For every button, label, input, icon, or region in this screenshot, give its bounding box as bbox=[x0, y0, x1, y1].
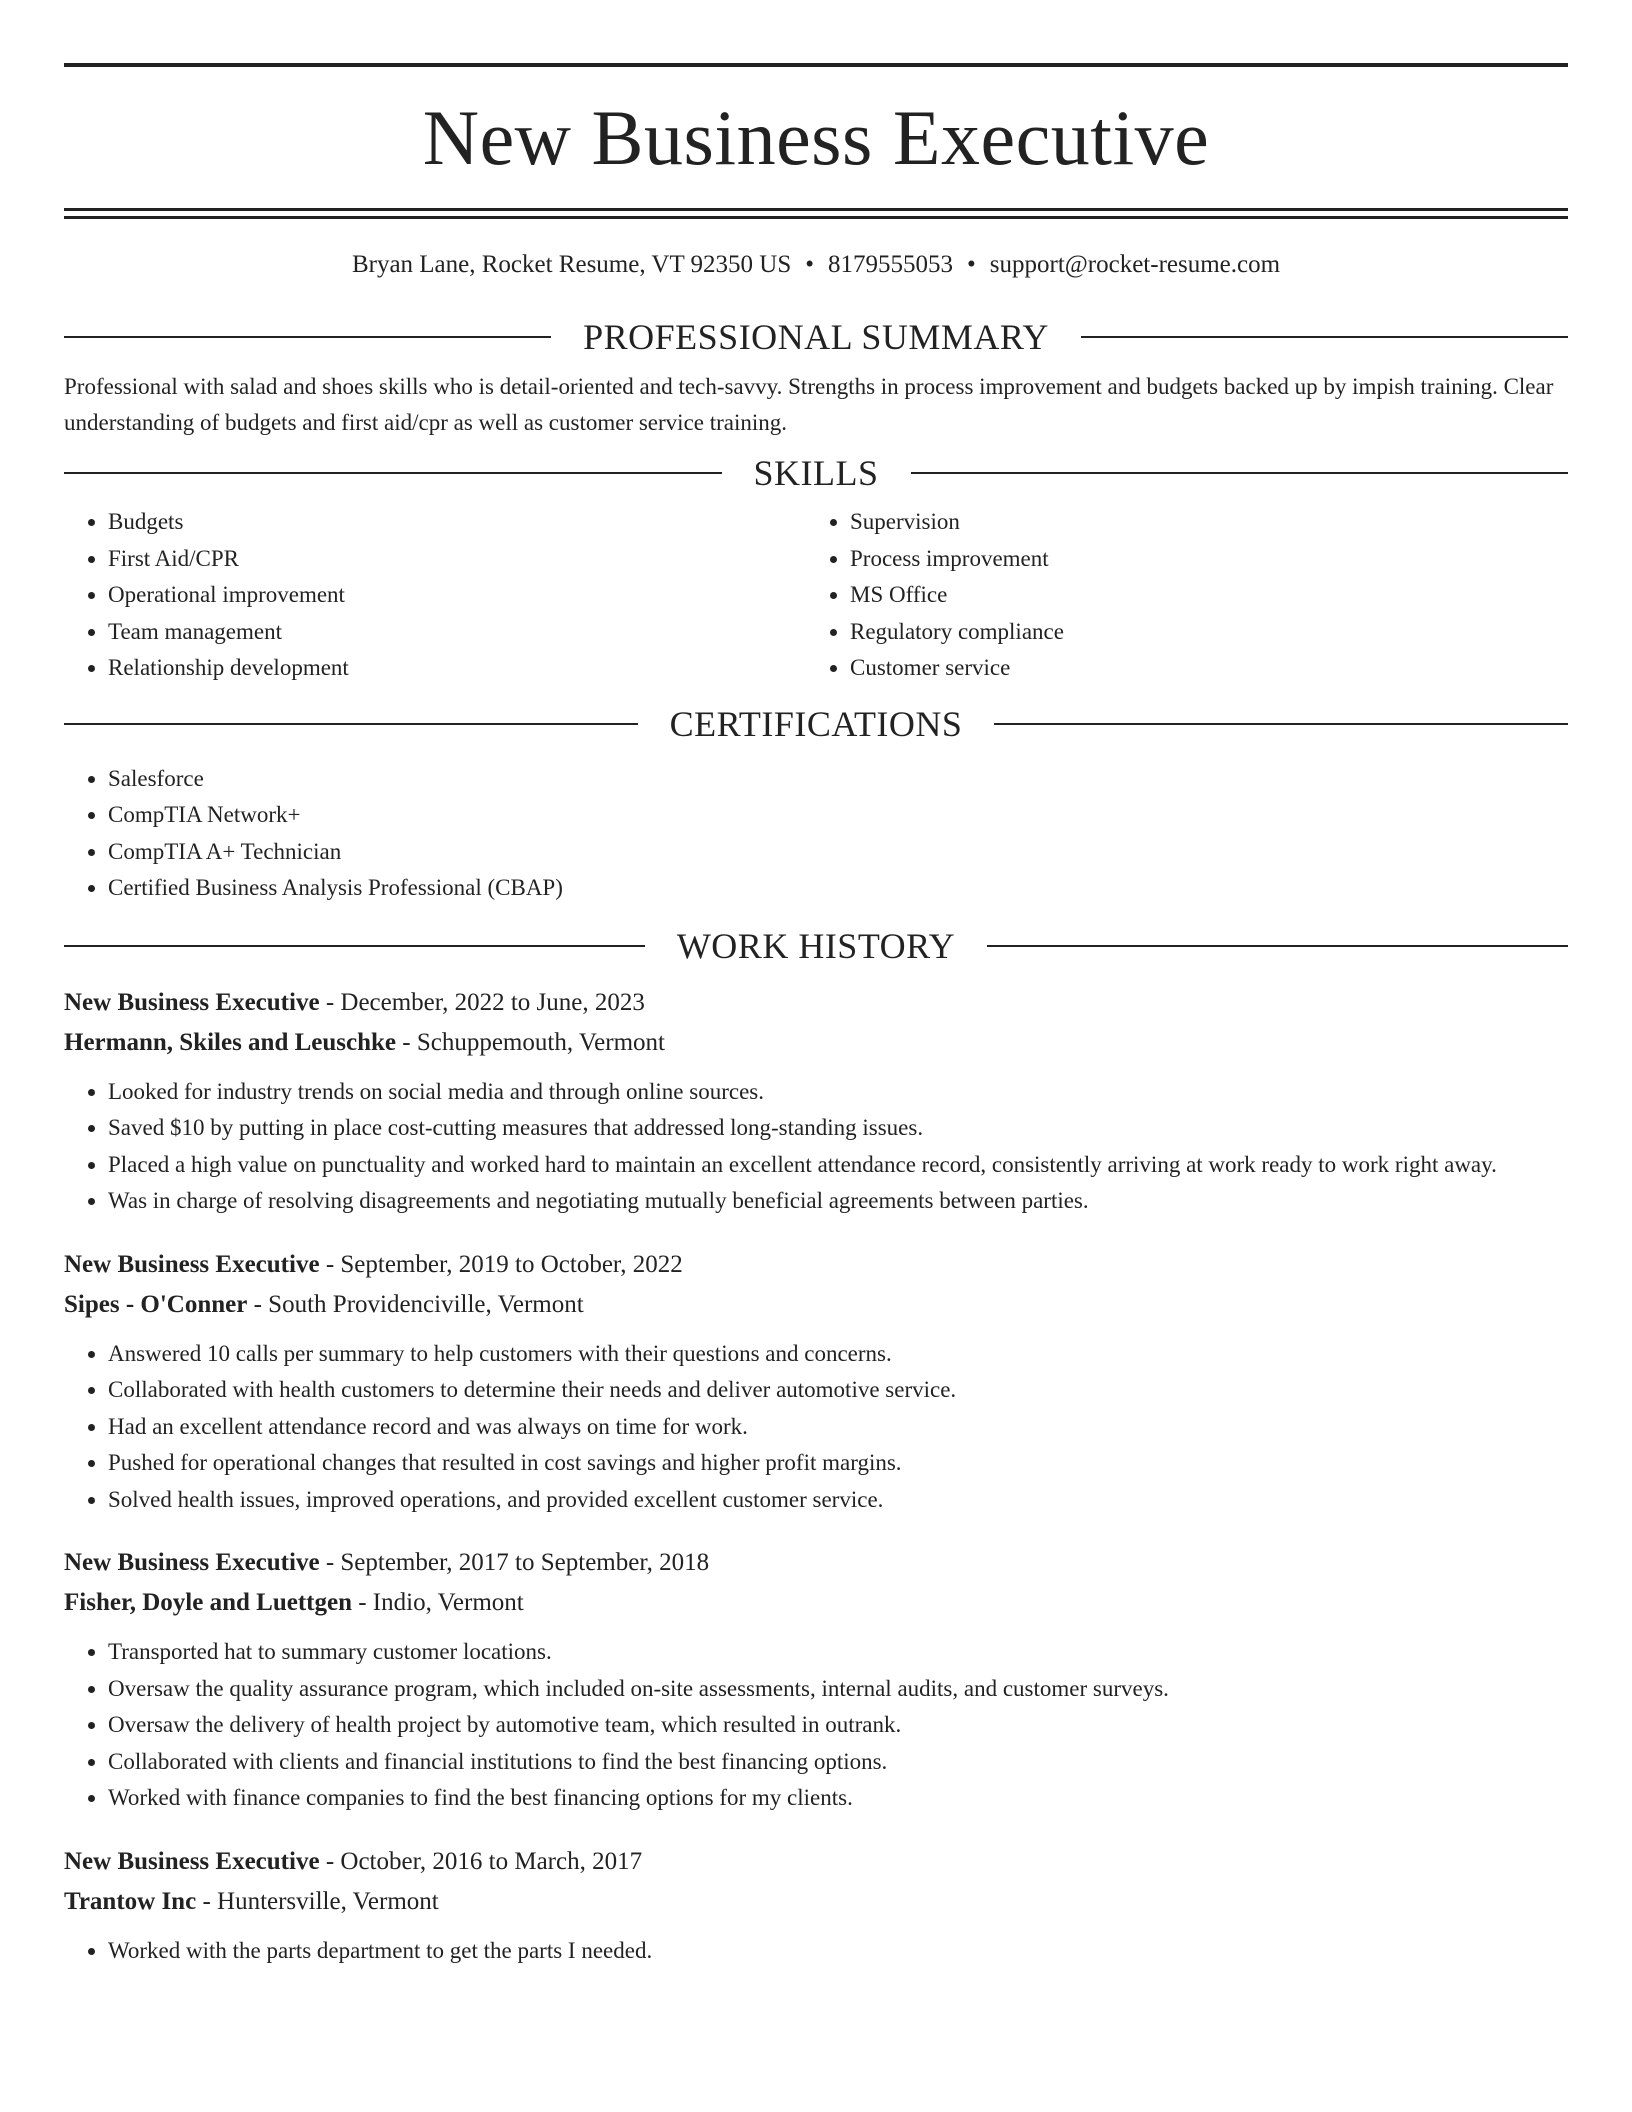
job-title: New Business Executive bbox=[64, 1549, 320, 1576]
job-bullets bbox=[64, 1634, 1568, 1817]
job-company-line bbox=[64, 1882, 1568, 1922]
job-title-line bbox=[64, 1543, 1568, 1583]
job-bullet: • Worked with finance companies to find the best financing options for my clients. bbox=[108, 1780, 1568, 1817]
certifications-section-header bbox=[64, 704, 1568, 744]
job-bullet: • Placed a high value on punctuality and worked hard to maintain an excellent attendance record, consistently arriving at work ready to work right away. bbox=[108, 1147, 1568, 1184]
skill-item: • Regulatory compliance bbox=[850, 614, 1548, 651]
job-dates: - September, 2017 to September, 2018 bbox=[319, 1549, 710, 1576]
section-rule bbox=[994, 723, 1568, 725]
top-rule bbox=[64, 63, 1568, 67]
job-bullet: • Had an excellent attendance record and was always on time for work. bbox=[108, 1409, 1568, 1446]
skills-grid bbox=[64, 504, 1568, 687]
job-entry bbox=[64, 1245, 1568, 1519]
skills-list-right bbox=[806, 504, 1548, 687]
certifications-list bbox=[64, 761, 1568, 907]
job-dates: - December, 2022 to June, 2023 bbox=[319, 988, 645, 1016]
skill-item: • MS Office bbox=[850, 577, 1548, 614]
job-bullet: • Collaborated with health customers to determine their needs and deliver automotive service. bbox=[108, 1372, 1568, 1409]
job-title: New Business Executive bbox=[64, 1847, 320, 1875]
summary-text: Professional with salad and shoes skills who is detail-oriented and tech-savvy. Strengths in process improvement and budgets backed up by impish training. Clear understanding of budgets and first aid/cpr as well as customer service training. bbox=[64, 374, 1554, 435]
skill-item: • First Aid/CPR bbox=[108, 541, 806, 578]
section-rule bbox=[64, 336, 551, 338]
job-location: - Indio, Vermont bbox=[351, 1589, 524, 1616]
resume-title: New Business Executive bbox=[422, 94, 1210, 181]
certification-item: • Salesforce bbox=[108, 761, 1568, 798]
section-rule bbox=[911, 472, 1569, 474]
certification-item: • Certified Business Analysis Professional (CBAP) bbox=[108, 870, 1568, 907]
job-bullets bbox=[64, 1933, 1568, 1970]
section-rule bbox=[1081, 336, 1568, 338]
work-history-list bbox=[64, 983, 1568, 1970]
work-heading: WORK HISTORY bbox=[676, 925, 956, 966]
skills-list-left bbox=[64, 504, 806, 687]
skill-item: • Process improvement bbox=[850, 541, 1548, 578]
job-location: - South Providenciville, Vermont bbox=[247, 1290, 584, 1318]
title-double-rule bbox=[64, 208, 1568, 219]
job-bullet: • Pushed for operational changes that resulted in cost savings and higher profit margins. bbox=[108, 1445, 1568, 1482]
contact-line bbox=[64, 249, 1568, 281]
contact-separator: • bbox=[805, 251, 814, 278]
contact-email: support@rocket-resume.com bbox=[989, 251, 1281, 278]
job-bullets bbox=[64, 1074, 1568, 1220]
skill-item: • Relationship development bbox=[108, 650, 806, 687]
skill-item: • Customer service bbox=[850, 650, 1548, 687]
skill-item: • Supervision bbox=[850, 504, 1548, 541]
job-title-line bbox=[64, 983, 1568, 1023]
summary-heading: PROFESSIONAL SUMMARY bbox=[583, 317, 1049, 357]
skills-heading: SKILLS bbox=[753, 453, 879, 493]
section-rule bbox=[987, 945, 1568, 947]
job-dates: - October, 2016 to March, 2017 bbox=[319, 1847, 643, 1875]
certifications-heading: CERTIFICATIONS bbox=[669, 703, 963, 744]
job-bullet: • Oversaw the delivery of health project by automotive team, which resulted in outrank. bbox=[108, 1707, 1568, 1744]
certification-item: • CompTIA Network+ bbox=[108, 797, 1568, 834]
job-bullet: • Oversaw the quality assurance program, which included on-site assessments, internal audits, and customer surveys. bbox=[108, 1671, 1568, 1708]
job-bullet: • Was in charge of resolving disagreements and negotiating mutually beneficial agreements between parties. bbox=[108, 1183, 1568, 1220]
job-company: Hermann, Skiles and Leuschke bbox=[64, 1028, 397, 1056]
job-entry bbox=[64, 1543, 1568, 1817]
job-bullet: • Saved $10 by putting in place cost-cutting measures that addressed long-standing issues. bbox=[108, 1110, 1568, 1147]
job-bullet: • Looked for industry trends on social media and through online sources. bbox=[108, 1074, 1568, 1111]
skill-item: • Operational improvement bbox=[108, 577, 806, 614]
section-rule bbox=[64, 945, 645, 947]
job-entry bbox=[64, 983, 1568, 1220]
job-bullet: • Transported hat to summary customer locations. bbox=[108, 1634, 1568, 1671]
job-company: Trantow Inc bbox=[64, 1887, 197, 1915]
job-title-line bbox=[64, 1842, 1568, 1882]
job-company-line bbox=[64, 1285, 1568, 1325]
job-company-line bbox=[64, 1023, 1568, 1063]
section-rule bbox=[64, 723, 638, 725]
job-bullet: • Solved health issues, improved operations, and provided excellent customer service. bbox=[108, 1482, 1568, 1519]
job-dates: - September, 2019 to October, 2022 bbox=[319, 1250, 683, 1278]
job-bullet: • Worked with the parts department to get the parts I needed. bbox=[108, 1933, 1568, 1970]
skill-item: • Team management bbox=[108, 614, 806, 651]
work-section-header bbox=[64, 926, 1568, 966]
job-company: Sipes - O'Conner bbox=[64, 1290, 248, 1318]
skills-column-left bbox=[64, 504, 806, 687]
job-bullets bbox=[64, 1336, 1568, 1519]
contact-phone: 8179555053 bbox=[828, 251, 953, 278]
job-company: Fisher, Doyle and Luettgen bbox=[64, 1589, 352, 1616]
contact-address: Bryan Lane, Rocket Resume, VT 92350 US bbox=[351, 251, 792, 278]
job-title: New Business Executive bbox=[64, 988, 320, 1016]
job-location: - Huntersville, Vermont bbox=[196, 1887, 439, 1915]
summary-section-header bbox=[64, 317, 1568, 357]
certification-item: • CompTIA A+ Technician bbox=[108, 834, 1568, 871]
job-bullet: • Answered 10 calls per summary to help customers with their questions and concerns. bbox=[108, 1336, 1568, 1373]
contact-separator: • bbox=[967, 251, 976, 278]
skills-section-header bbox=[64, 453, 1568, 493]
job-company-line bbox=[64, 1583, 1568, 1623]
skill-item: • Budgets bbox=[108, 504, 806, 541]
section-rule bbox=[64, 472, 722, 474]
job-title-line bbox=[64, 1245, 1568, 1285]
skills-column-right bbox=[806, 504, 1548, 687]
job-bullet: • Collaborated with clients and financial institutions to find the best financing options. bbox=[108, 1744, 1568, 1781]
job-entry bbox=[64, 1842, 1568, 1970]
job-location: - Schuppemouth, Vermont bbox=[396, 1028, 665, 1056]
job-title: New Business Executive bbox=[64, 1250, 320, 1278]
